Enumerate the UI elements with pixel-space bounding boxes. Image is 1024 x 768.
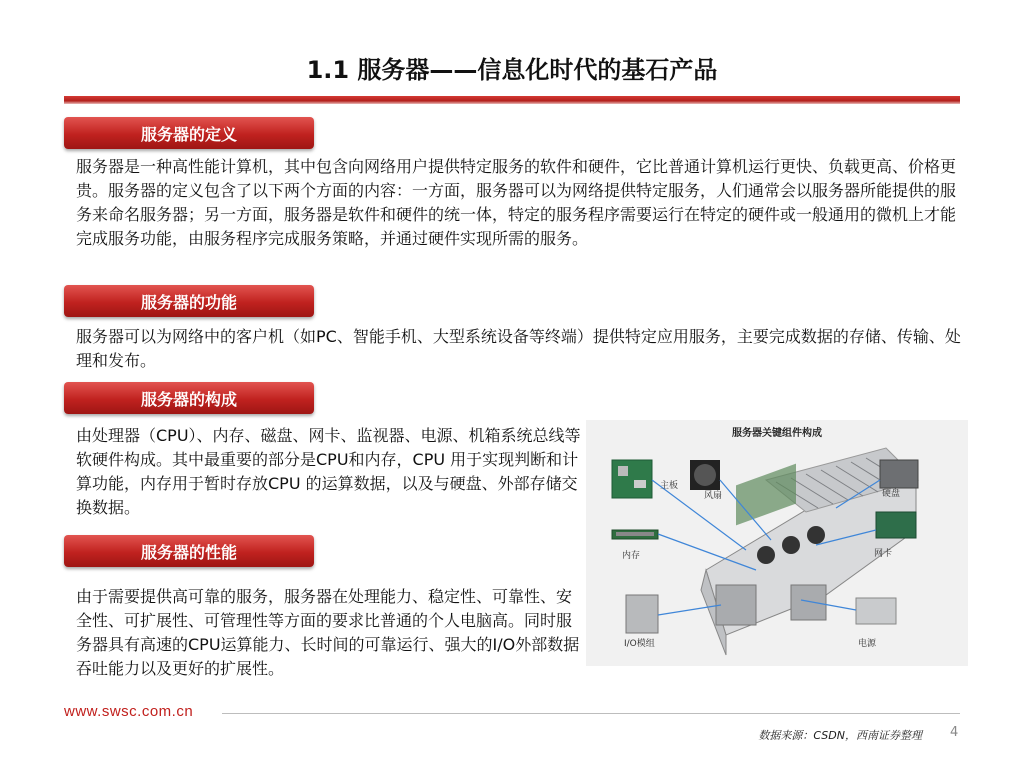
section-header-composition: 服务器的构成	[64, 382, 314, 414]
label-mainboard: 主板	[660, 481, 679, 491]
section-header-function: 服务器的功能	[64, 285, 314, 317]
page-title: 1.1 服务器——信息化时代的基石产品	[306, 56, 718, 84]
label-fan: 风扇	[704, 491, 723, 501]
section-text-definition: 服务器是一种高性能计算机，其中包含向网络用户提供特定服务的软件和硬件，它比普通计算机运行更快、负载更高、价格更贵。服务器的定义包含了以下两个方面的内容：一方面，服务器可以为网络提供特定服务，人们通常会以服务器所能提供的服务来命名服务器；另一方面，服务器是软件和硬件的统一体，特定的服务程序需要运行在特定的硬件或一般通用的微机上才能完成服务功能，由服务程序完成服务策略，并通过硬件实现所需的服务。	[76, 157, 957, 248]
footer-website-link[interactable]: www.swsc.com.cn	[64, 703, 194, 720]
page-number: 4	[950, 725, 959, 740]
diagram-title: 服务器关键组件构成	[732, 428, 822, 439]
footer-divider	[222, 713, 960, 714]
section-text-composition: 由处理器（CPU）、内存、磁盘、网卡、监视器、电源、机箱系统总线等软硬件构成。其中最重要的部分是CPU和内存，CPU 用于实现判断和计算功能，内存用于暂时存放CPU 的运算数据，以及与硬盘、外部存储交换数据。	[76, 426, 581, 517]
title-divider	[64, 96, 960, 104]
server-illustration	[586, 420, 968, 666]
label-power: 电源	[858, 639, 877, 649]
section-text-performance: 由于需要提供高可靠的服务，服务器在处理能力、稳定性、可靠性、安全性、可扩展性、可管理性等方面的要求比普通的个人电脑高。同时服务器具有高速的CPU运算能力、长时间的可靠运行、强大的I/O外部数据吞吐能力以及更好的扩展性。	[76, 587, 580, 678]
section-text-function: 服务器可以为网络中的客户机（如PC、智能手机、大型系统设备等终端）提供特定应用服务，主要完成数据的存储、传输、处理和发布。	[76, 327, 961, 370]
label-memory: 内存	[622, 551, 641, 561]
section-header-definition: 服务器的定义	[64, 117, 314, 149]
footer-source-note: 数据来源：CSDN，西南证券整理	[758, 729, 922, 742]
server-components-diagram	[586, 420, 968, 666]
label-disk: 硬盘	[882, 489, 901, 499]
label-io-module: I/O模组	[624, 639, 655, 649]
section-header-performance: 服务器的性能	[64, 535, 314, 567]
label-nic: 网卡	[874, 549, 893, 559]
